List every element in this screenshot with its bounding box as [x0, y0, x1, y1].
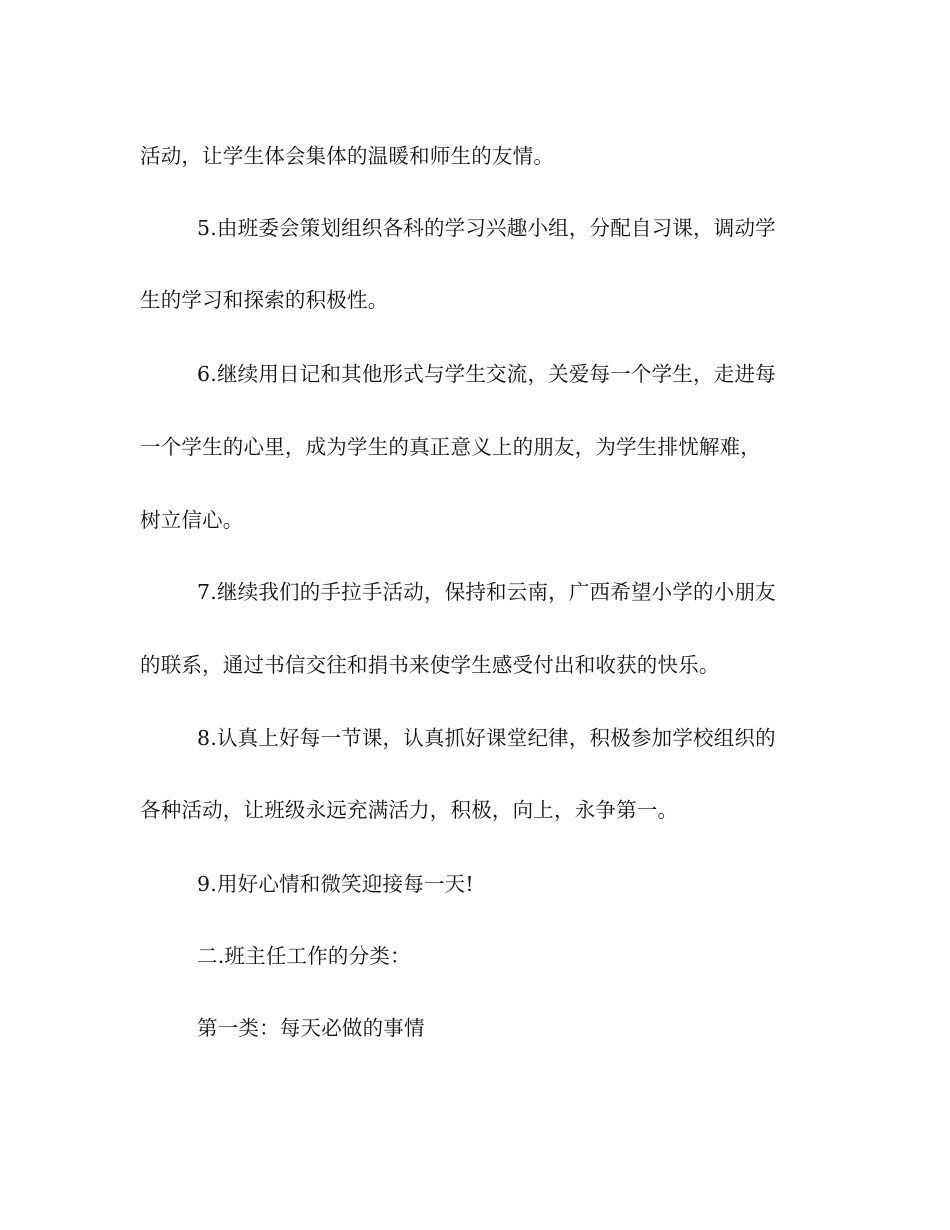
paragraph-line-item-8: 8.认真上好每一节课，认真抓好课堂纪律，积极参加学校组织的: [197, 726, 776, 750]
subsection-heading: 第一类：每天必做的事情: [197, 1016, 425, 1040]
paragraph-line-item-9: 9.用好心情和微笑迎接每一天!: [197, 872, 474, 896]
paragraph-line: 活动，让学生体会集体的温暖和师生的友情。: [140, 144, 554, 168]
paragraph-line-item-6: 6.继续用日记和其他形式与学生交流，关爱每一个学生，走进每: [197, 362, 776, 386]
paragraph-line: 各种活动，让班级永远充满活力，积极，向上，永争第一。: [140, 798, 679, 822]
section-heading: 二.班主任工作的分类：: [197, 944, 411, 968]
paragraph-line: 生的学习和探索的积极性。: [140, 288, 389, 312]
paragraph-line: 的联系，通过书信交往和捐书来使学生感受付出和收获的快乐。: [140, 653, 720, 677]
paragraph-line-item-7: 7.继续我们的手拉手活动，保持和云南，广西希望小学的小朋友: [197, 580, 776, 604]
paragraph-line: 树立信心。: [140, 508, 244, 532]
paragraph-line: 一个学生的心里，成为学生的真正意义上的朋友，为学生排忧解难，: [140, 435, 761, 459]
paragraph-line-item-5: 5.由班委会策划组织各科的学习兴趣小组，分配自习课，调动学: [197, 216, 776, 240]
